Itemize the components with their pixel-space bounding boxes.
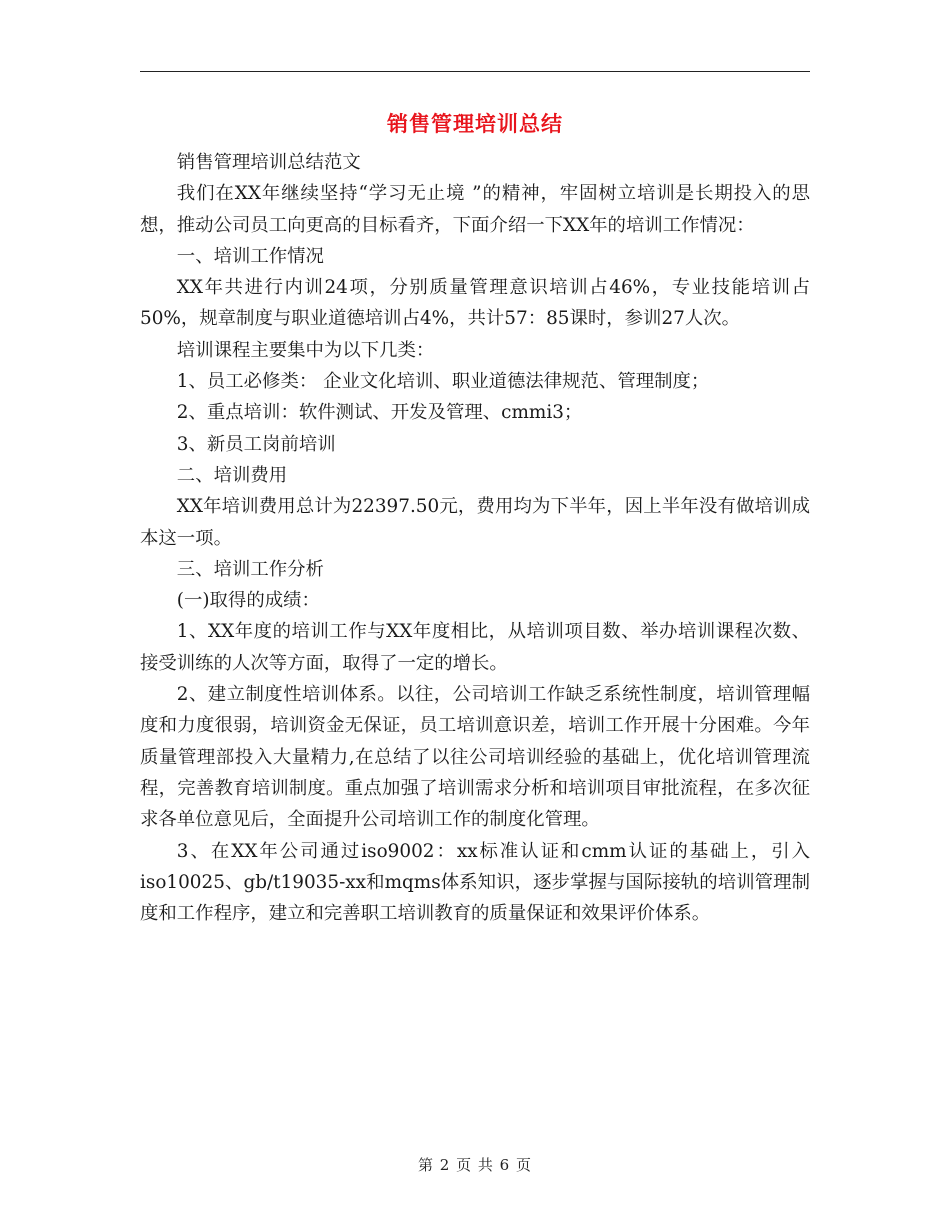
paragraph-intro: 我们在XX年继续坚持“学习无止境 ”的精神，牢固树立培训是长期投入的思想，推动公司员工向更高的目标看齐，下面介绍一下XX年的培训工作情况： (140, 183, 810, 236)
list-item: 3、新员工岗前培训 (176, 433, 336, 455)
document-title: 销售管理培训总结 (387, 112, 563, 136)
paragraph: 2、建立制度性培训体系。以往，公司培训工作缺乏系统性制度，培训管理幅度和力度很弱，培训资金无保证，员工培训意识差，培训工作开展十分困难。今年质量管理部投入大量精力,在总结了以往公司培训经验的基础上，优化培训管理流程，完善教育培训制度。重点加强了培训需求分析和培训项目审批流程，在多次征求各单位意见后，全面提升公司培训工作的制度化管理。 (140, 684, 810, 831)
paragraph: XX年共进行内训24项，分别质量管理意识培训占46%，专业技能培训占50%，规章制度与职业道德培训占4%，共计57：85课时，参训27人次。 (140, 277, 810, 330)
section-heading-3: 三、培训工作分析 (176, 558, 324, 580)
paragraph: 1、XX年度的培训工作与XX年度相比，从培训项目数、举办培训课程次数、接受训练的人次等方面，取得了一定的增长。 (140, 621, 810, 674)
document-body (140, 147, 810, 929)
header-rule (140, 71, 810, 72)
paragraph: XX年培训费用总计为22397.50元，费用均为下半年，因上半年没有做培训成本这一项。 (140, 496, 810, 549)
paragraph: 3、在XX年公司通过iso9002：xx标准认证和cmm认证的基础上，引入iso10025、gb/t19035-xx和mqms体系知识，逐步掌握与国际接轨的培训管理制度和工作程序，建立和完善职工培训教育的质量保证和效果评价体系。 (140, 840, 810, 925)
section-heading-2: 二、培训费用 (176, 464, 288, 486)
list-item: 2、重点培训：软件测试、开发及管理、cmmi3； (176, 402, 583, 424)
section-heading-1: 一、培训工作情况 (176, 245, 324, 267)
page-number: 第 2 页 共 6 页 (418, 1156, 532, 1174)
paragraph: 培训课程主要集中为以下几类： (176, 339, 435, 361)
subsection-heading: (一)取得的成绩： (176, 590, 320, 612)
list-item: 1、员工必修类： 企业文化培训、职业道德法律规范、管理制度； (176, 371, 710, 393)
paragraph-subtitle: 销售管理培训总结范文 (176, 152, 361, 173)
